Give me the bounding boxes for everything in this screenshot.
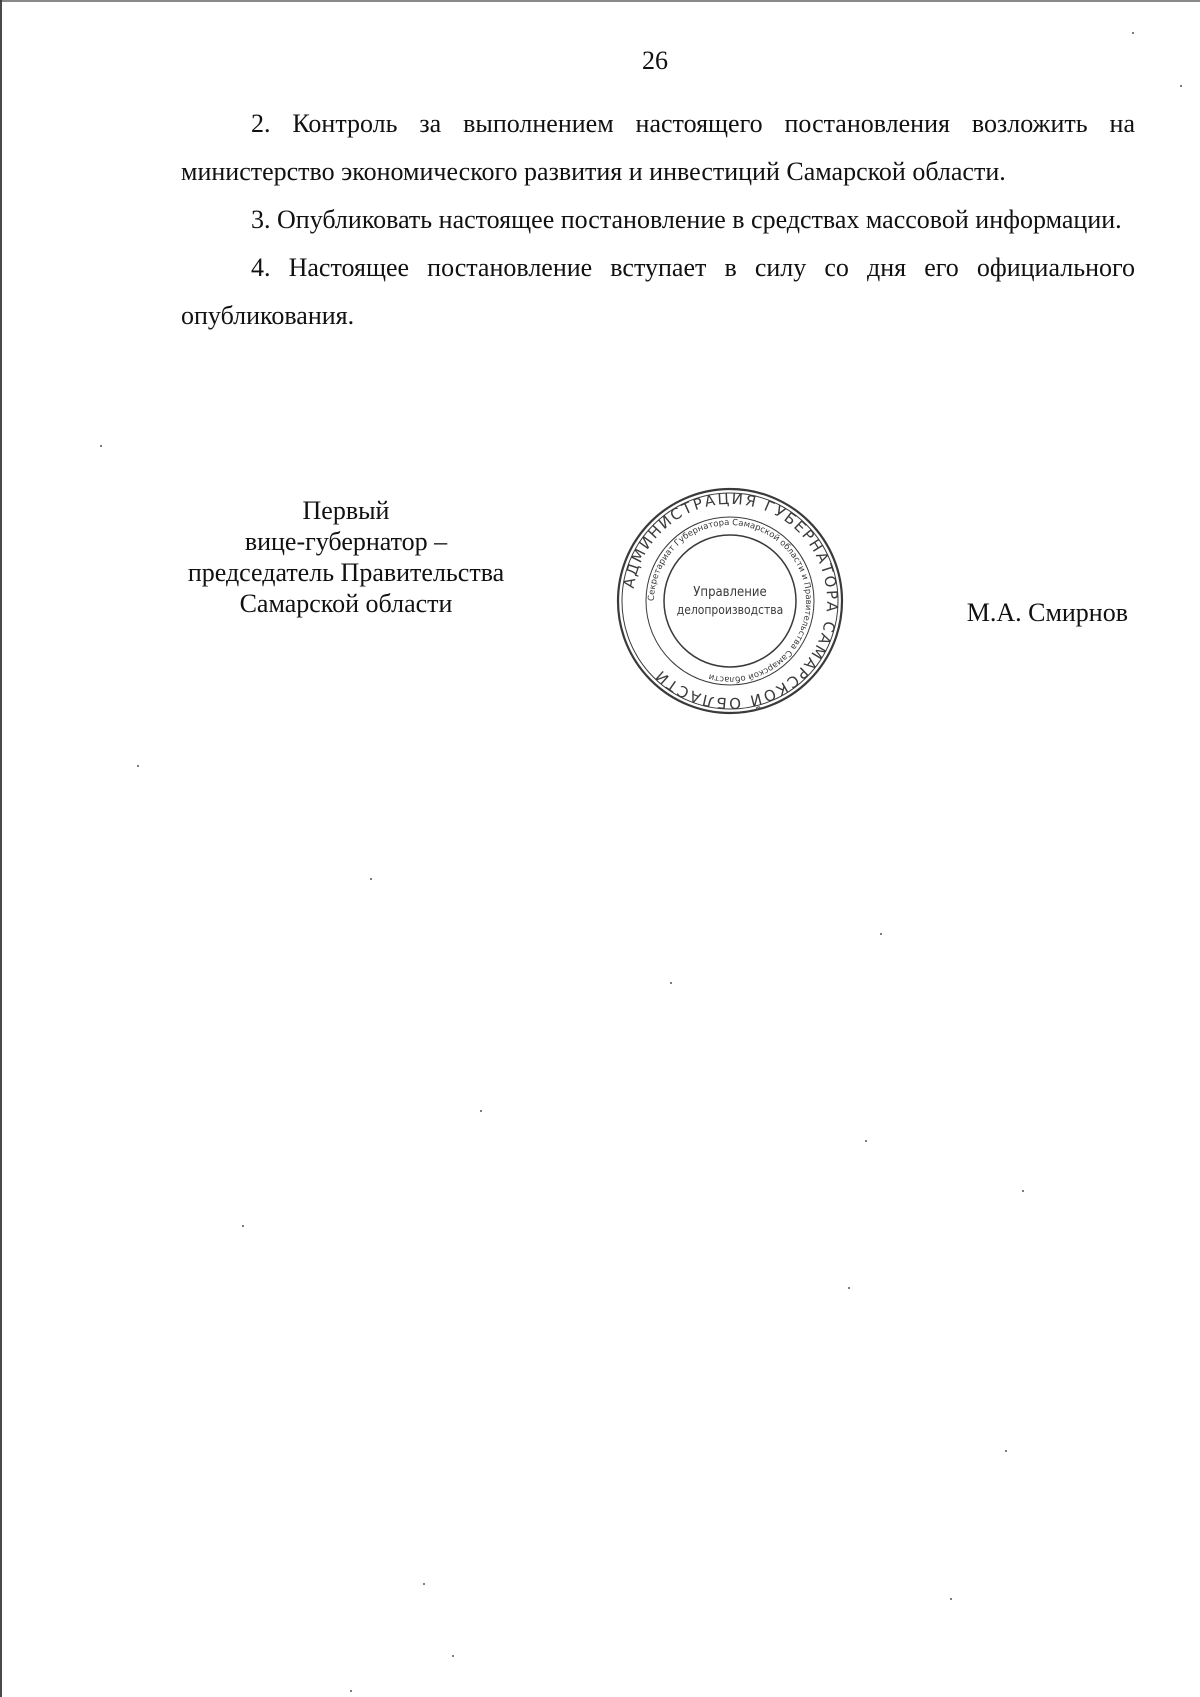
scan-speck bbox=[1180, 85, 1182, 87]
scan-speck bbox=[865, 1140, 867, 1142]
scan-speck bbox=[350, 1690, 352, 1692]
paragraph-control: 2. Контроль за выполнением настоящего постановления возложить на министерство экономического развития и инвестиций Самарской области. bbox=[181, 109, 1135, 186]
signatory-title-line: Первый bbox=[302, 496, 390, 525]
signatory-title-line: вице-губернатор – bbox=[244, 527, 448, 556]
scan-speck bbox=[1022, 1190, 1024, 1192]
official-stamp bbox=[615, 486, 845, 716]
paragraph-publish: 3. Опубликовать настоящее постановление в средствах массовой информации. bbox=[251, 205, 1122, 234]
page-number: 26 bbox=[642, 46, 668, 75]
stamp-center-line-1: Управление bbox=[693, 585, 767, 600]
scan-speck bbox=[1005, 1450, 1007, 1452]
scan-speck bbox=[452, 1655, 454, 1657]
stamp-inner-text: Секретариат Губернатора Самарской области и Правительства Самарской области bbox=[646, 517, 814, 685]
signatory-title bbox=[160, 495, 532, 619]
scan-speck bbox=[137, 765, 139, 767]
scan-speck bbox=[242, 1225, 244, 1227]
stamp-center-line-2: делопроизводства bbox=[676, 603, 784, 617]
scan-speck bbox=[848, 1287, 850, 1289]
scan-speck bbox=[100, 445, 102, 447]
page-top-edge bbox=[0, 0, 1200, 2]
paragraph-effective-date: 4. Настоящее постановление вступает в силу со дня его официального опубликования. bbox=[181, 253, 1135, 330]
stamp-outer-text: АДМИНИСТРАЦИЯ ГУБЕРНАТОРА САМАРСКОЙ ОБЛАСТИ bbox=[619, 489, 842, 713]
signatory-name: М.А. Смирнов bbox=[966, 598, 1128, 627]
page-left-edge bbox=[0, 0, 2, 1697]
scan-speck bbox=[880, 933, 882, 935]
scan-speck bbox=[670, 982, 672, 984]
document-body bbox=[181, 100, 1135, 340]
stamp-seal-icon bbox=[615, 486, 845, 716]
scan-speck bbox=[480, 1110, 482, 1112]
signatory-title-line: Самарской области bbox=[239, 589, 453, 618]
scan-speck bbox=[1132, 32, 1134, 34]
scan-speck bbox=[423, 1583, 425, 1585]
signatory-title-line: председатель Правительства bbox=[187, 558, 505, 587]
scan-speck bbox=[370, 878, 372, 880]
scan-speck bbox=[950, 1598, 952, 1600]
